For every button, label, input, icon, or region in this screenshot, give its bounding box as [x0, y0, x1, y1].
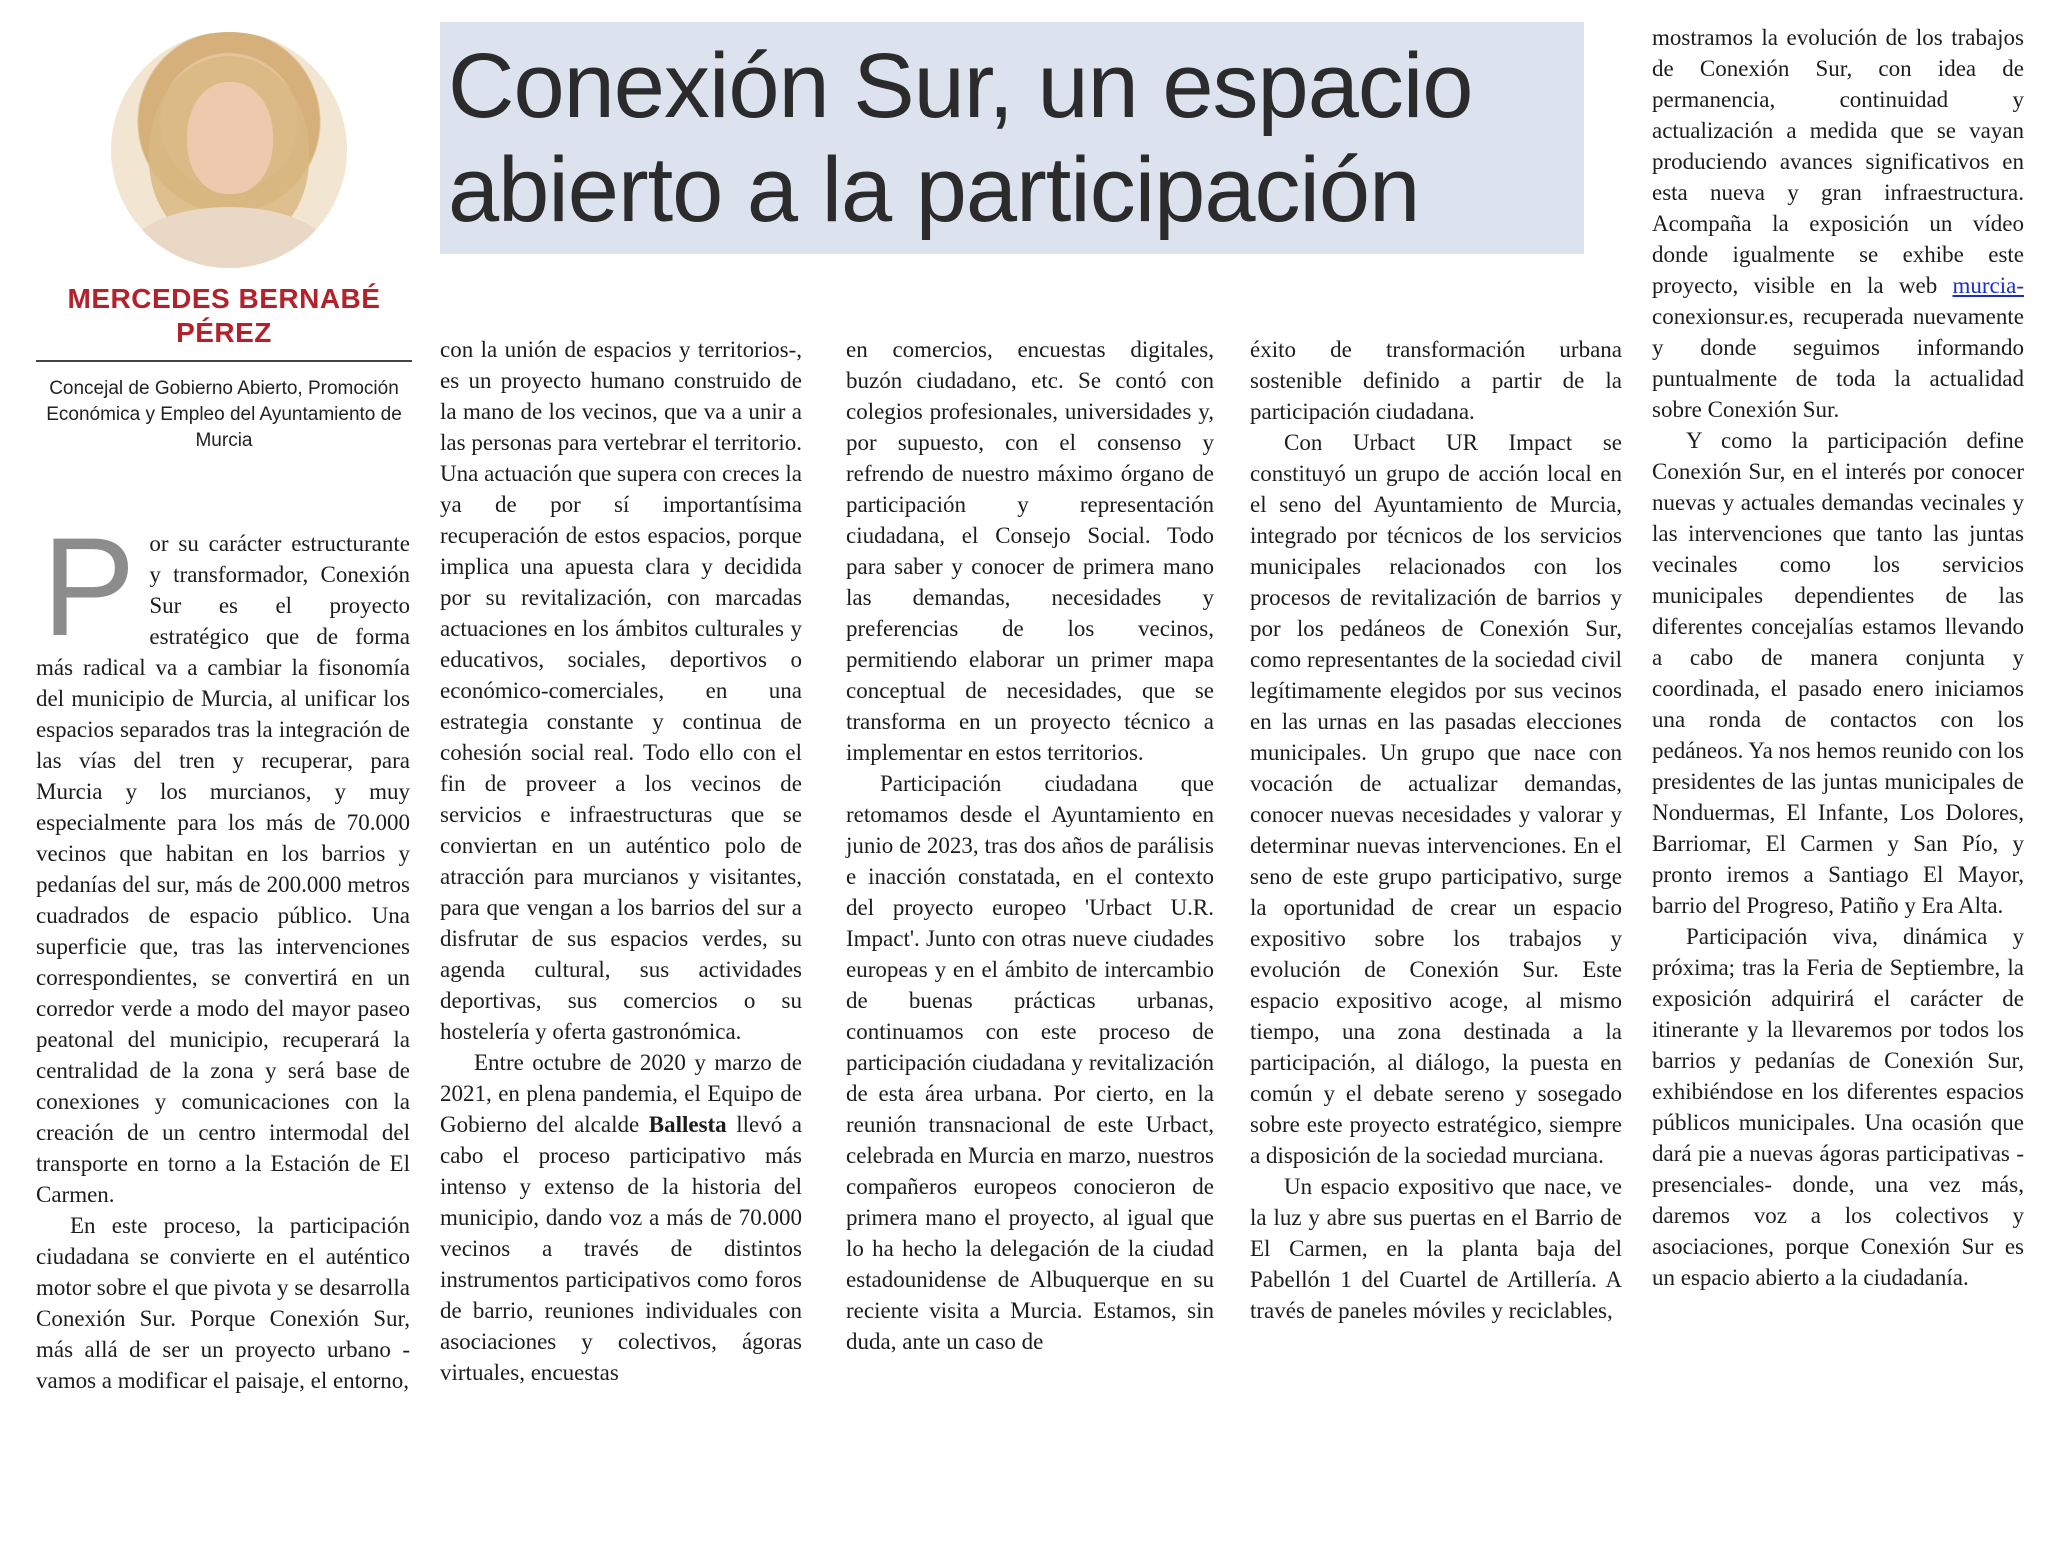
article-paragraph: [36, 508, 410, 1210]
article-paragraph: Participación ciudadana que retomamos desde el Ayuntamiento en junio de 2023, tras dos años de parálisis e inacción constatada, en el contexto del proyecto europeo 'Urbact U.R. Impact'. Junto con otras nueve ciudades europeas y en el ámbito de intercambio de buenas prácticas urbanas, continuamos con este proceso de participación ciudadana y revitalización de esta área urbana. Por cierto, en la reunión transnacional de este Urbact, celebrada en Murcia en marzo, nuestros compañeros europeos conocieron de primera mano el proyecto, al igual que lo ha hecho la delegación de la ciudad estadounidense de Albuquerque en su reciente visita a Murcia. Estamos, sin duda, ante un caso de: [846, 771, 1214, 1354]
article-paragraph: Participación viva, dinámica y próxima; tras la Feria de Septiembre, la exposición adquirirá el carácter de itinerante y la llevaremos por todos los barrios y pedanías de Conexión Sur, exhibiéndose en los diferentes espacios públicos municipales. Una ocasión que dará pie a nuevas ágoras participativas -presenciales- donde, una vez más, daremos voz a los colectivos y asociaciones, porque Conexión Sur es un espacio abierto a la ciudadanía.: [1652, 924, 2024, 1290]
article-paragraph: Con Urbact UR Impact se constituyó un grupo de acción local en el seno del Ayuntamiento de Murcia, integrado por técnicos de los servicios municipales relacionados con los procesos de revitalización de barrios y por los pedáneos de Conexión Sur, como representantes de la sociedad civil legítimamente elegidos por sus vecinos en las urnas en las pasadas elecciones municipales. Un grupo que nace con vocación de actualizar demandas, conocer nuevas necesidades y valorar y determinar nuevas intervenciones. En el seno de este grupo participativo, surge la oportunidad de crear un espacio expositivo sobre los trabajos y evolución de Conexión Sur. Este espacio expositivo acoge, al mismo tiempo, una zona destinada a la participación, al diálogo, la puesta en común y el debate sereno y sosegado sobre este proyecto estratégico, siempre a disposición de la sociedad murciana.: [1250, 430, 1622, 1168]
article-paragraph: en comercios, encuestas digitales, buzón ciudadano, etc. Se contó con colegios profesionales, universidades y, por supuesto, con el consenso y refrendo de nuestro máximo órgano de participación y representación ciudadana, el Consejo Social. Todo para saber y conocer de primera mano las demandas, necesidades y preferencias de los vecinos, permitiendo elaborar un primer mapa conceptual de necesidades, que se transforma en un proyecto técnico a implementar en estos territorios.: [846, 337, 1214, 765]
article-column-4: [1250, 334, 1622, 1538]
article-paragraph: Un espacio expositivo que nace, ve la luz y abre sus puertas en el Barrio de El Carmen, en la planta baja del Pabellón 1 del Cuartel de Artillería. A través de paneles móviles y reciclables,: [1250, 1174, 1622, 1323]
text-run: conexionsur.es, recuperada nuevamente y donde seguimos informando puntualmente de toda la actualidad sobre Conexión Sur.: [1652, 304, 2024, 422]
drop-cap: P: [42, 508, 136, 665]
author-photo-face: [187, 82, 273, 194]
text-run: llevó a cabo el proceso participativo más intenso y extenso de la historia del municipio, dando voz a más de 70.000 vecinos a través de distintos instrumentos participativos como foros de barrio, reuniones individuales con asociaciones y colectivos, ágoras virtuales, encuestas: [440, 1112, 802, 1385]
author-role: Concejal de Gobierno Abierto, Promoción Económica y Empleo del Ayuntamiento de Murcia: [46, 378, 402, 451]
lead-text: or su carácter estructurante y transformador, Conexión Sur es el proyecto estratégico que de forma más radical va a cambiar la fisonomía del municipio de Murcia, al unificar los espacios separados tras la integración de las vías del tren y recuperar, para Murcia y los murcianos, y muy especialmente para los más de 70.000 vecinos que habitan en los barrios y pedanías del sur, más de 200.000 metros cuadrados de espacio público. Una superficie que, tras las intervenciones correspondientes, se convertirá en un corredor verde a modo del mayor paseo peatonal del municipio, recuperará la centralidad de la zona y será base de conexiones y comunicaciones con la creación de un centro intermodal del transporte en torno a la Estación de El Carmen.: [36, 531, 410, 1207]
article-column-2: [440, 334, 802, 1538]
author-name: [36, 282, 412, 350]
headline-line1: Conexión Sur, un espacio: [448, 35, 1473, 137]
author-photo-shoulders: [129, 207, 329, 268]
author-photo: [111, 32, 347, 268]
article-column-1: [36, 508, 410, 1538]
mayor-name: Ballesta: [648, 1112, 727, 1137]
article-paragraph: [440, 1047, 802, 1388]
author-name-line1: MERCEDES BERNABÉ: [67, 283, 381, 314]
headline-line2: abierto a la participación: [448, 139, 1420, 241]
text-run: mostramos la evolución de los trabajos de Conexión Sur, con idea de permanencia, continuidad y actualización a medida que se vayan produciendo avances significativos en esta nueva y gran infraestructura. Acompaña la exposición un vídeo donde igualmente se exhibe este proyecto, visible en la web: [1652, 25, 2024, 298]
article-paragraph: Y como la participación define Conexión Sur, en el interés por conocer nuevas y actuales demandas vecinales y las intervenciones que tanto las juntas vecinales como los servicios municipales dependientes de las diferentes concejalías estamos llevando a cabo de manera conjunta y coordinada, el pasado enero iniciamos una ronda de contactos con los pedáneos. Ya nos hemos reunido con los presidentes de las juntas municipales de Nonduermas, El Infante, Los Dolores, Barriomar, El Carmen y San Pío, y pronto iremos a Santiago El Mayor, barrio del Progreso, Patiño y Era Alta.: [1652, 428, 2024, 918]
article-paragraph: En este proceso, la participación ciudadana se convierte en el auténtico motor sobre el que pivota y se desarrolla Conexión Sur. Porque Conexión Sur, más allá de ser un proyecto urbano -vamos a modificar el paisaje, el entorno,: [36, 1213, 410, 1393]
article-paragraph: éxito de transformación urbana sostenible definido a partir de la participación ciudadana.: [1250, 337, 1622, 424]
headline-text: [440, 22, 1584, 242]
website-link[interactable]: murcia-: [1952, 273, 2024, 298]
text-run: Entre octubre de 2020 y marzo de 2021, en plena pandemia, el Equipo de Gobierno del alcalde: [440, 1050, 802, 1137]
headline: [440, 22, 1584, 254]
article-paragraph: [1652, 22, 2024, 425]
article-paragraph: con la unión de espacios y territorios-, es un proyecto humano construido de la mano de los vecinos, que va a unir a las personas para vertebrar el territorio. Una actuación que supera con creces la ya de por sí importantísima recuperación de estos espacios, porque implica una apuesta clara y decidida por su revitalización, con marcadas actuaciones en los ámbitos culturales y educativos, sociales, deportivos o económico-comerciales, en una estrategia constante y continua de cohesión social real. Todo ello con el fin de proveer a los vecinos de servicios e infraestructuras que se conviertan en un auténtico polo de atracción para murcianos y visitantes, para que vengan a los barrios del sur a disfrutar de sus espacios verdes, su agenda cultural, sus actividades deportivas, sus comercios o su hostelería y oferta gastronómica.: [440, 337, 802, 1044]
article-column-3: [846, 334, 1214, 1538]
author-divider: [36, 360, 412, 362]
article-column-5: [1652, 22, 2024, 1538]
author-name-line2: PÉREZ: [176, 317, 272, 348]
